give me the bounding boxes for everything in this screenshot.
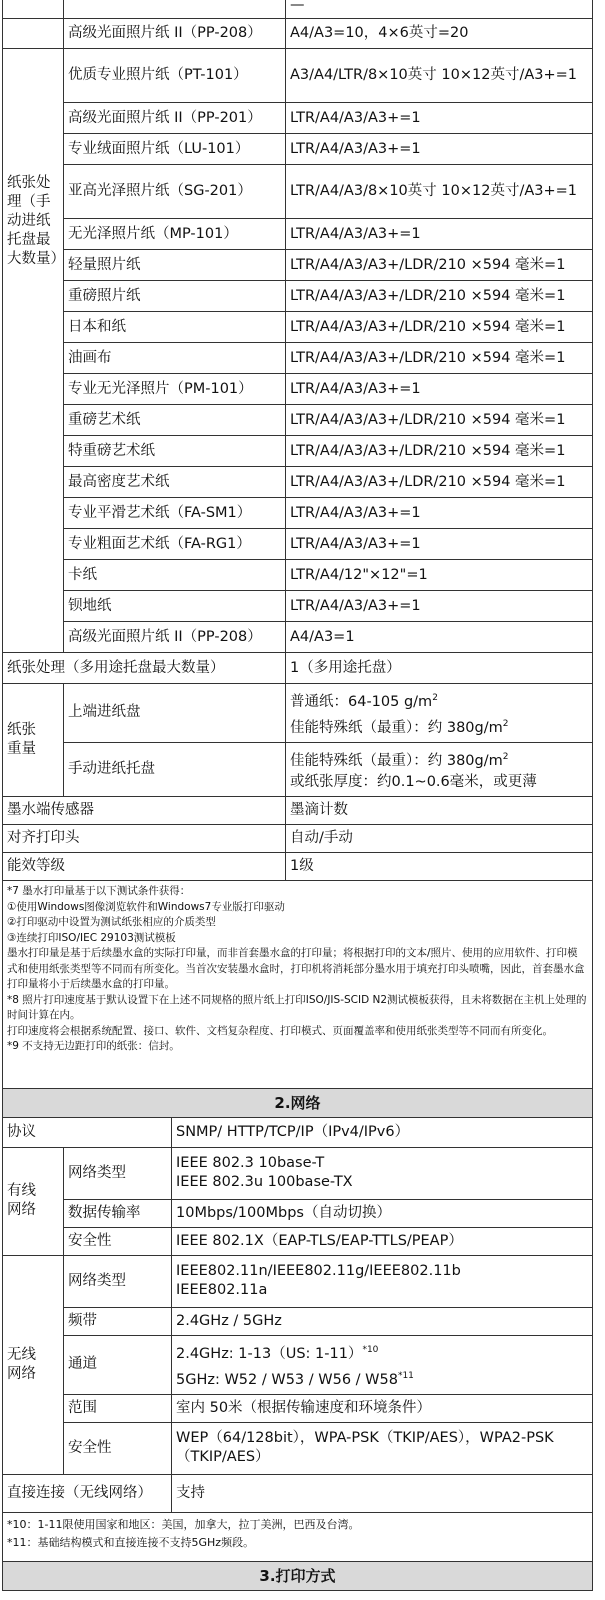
row-value: IEEE 802.1X（EAP-TLS/EAP-TTLS/PEAP） (172, 1227, 593, 1255)
row-name: 无光泽照片纸（MP-101） (64, 219, 286, 250)
footnote-line: *7 墨水打印量基于以下测试条件获得： (7, 885, 191, 898)
row-name: 亚高光泽照片纸（SG-201） (64, 165, 286, 219)
section-heading: 2.网络 (2, 1089, 593, 1118)
row-value: — (286, 0, 593, 19)
row-name: 最高密度艺术纸 (64, 467, 286, 498)
row-name: 上端进纸盘 (64, 684, 286, 743)
footnote-line: 墨水打印量是基于后续墨水盒的实际打印量，而非首套墨水盒的打印量；将根据打印的文本/照片、使用的应用软件、打印模式和使用纸张类型等不同而有所变化。当首次安装墨水盒时，打印机将消耗部分墨水用于填充打印头喷嘴，因此，首套墨水盒打印量将小于后续墨水盒的打印量。 (7, 947, 585, 991)
row-value: 1（多用途托盘） (286, 653, 593, 684)
footnote-line: ③连续打印ISO/IEC 29103测试模板 (7, 931, 176, 944)
table-row (3, 134, 593, 165)
row-name: 安全性 (64, 1227, 172, 1255)
row-value (286, 742, 593, 797)
row-value (172, 1147, 593, 1199)
table-row (3, 467, 593, 498)
table-row (3, 103, 593, 134)
footnote-ref: *10 (362, 1344, 379, 1355)
footnote-line: *9 不支持无边距打印的纸张：信封。 (7, 1040, 180, 1053)
row-value: LTR/A4/A3/A3+=1 (286, 374, 593, 405)
row-name: 网络类型 (64, 1147, 172, 1199)
value-line: 或纸张厚度：约0.1~0.6毫米，或更薄 (290, 774, 537, 791)
row-name: 频带 (64, 1307, 172, 1335)
table-row (3, 529, 593, 560)
group-label: 纸张处理（手动进纸托盘最大数量） (3, 49, 64, 653)
table-row (3, 0, 593, 19)
table-row (3, 436, 593, 467)
row-name: 油画布 (64, 343, 286, 374)
footnote-line: *10：1-11限使用国家和地区：美国，加拿大，拉丁美洲，巴西及台湾。 (7, 1517, 360, 1531)
row-value: 支持 (172, 1474, 593, 1512)
paper-spec-table (2, 0, 593, 881)
row-name: 专业绒面照片纸（LU-101） (64, 134, 286, 165)
table-row (3, 405, 593, 436)
group-label: 纸张重量 (3, 684, 64, 797)
table-row (3, 219, 593, 250)
table-row (3, 1118, 593, 1147)
table-row (3, 250, 593, 281)
superscript: 2 (502, 718, 509, 729)
table-row (3, 853, 593, 881)
table-row (3, 797, 593, 825)
footnote-line: ①使用Windows图像浏览软件和Windows7专业版打印驱动 (7, 900, 285, 913)
row-value: LTR/A4/A3/8×10英寸 10×12英寸/A3+=1 (286, 165, 593, 219)
table-row (3, 49, 593, 103)
row-value: LTR/A4/A3/A3+/LDR/210 ×594 毫米=1 (286, 250, 593, 281)
row-name: 卡纸 (64, 560, 286, 591)
row-name: 墨水端传感器 (3, 797, 286, 825)
table-row (3, 165, 593, 219)
table-row (3, 1474, 593, 1512)
value-line: IEEE 802.3 10base-T (176, 1155, 325, 1172)
superscript: 2 (432, 693, 438, 703)
value-line: 普通纸：64-105 g/m (290, 693, 433, 710)
row-value: LTR/A4/A3/A3+=1 (286, 529, 593, 560)
row-name: 高级光面照片纸 II（PP-201） (64, 103, 286, 134)
row-value: LTR/A4/A3/A3+=1 (286, 591, 593, 622)
row-value (286, 684, 593, 743)
row-name: 专业无光泽照片（PM-101） (64, 374, 286, 405)
table-row (3, 1422, 593, 1474)
row-name: 安全性 (64, 1422, 172, 1474)
value-line: IEEE 802.3u 100base-TX (176, 1174, 353, 1191)
spec-document (2, 0, 593, 1591)
row-name: 专业平滑艺术纸（FA-SM1） (64, 498, 286, 529)
footnote-line: ②打印驱动中设置为测试纸张相应的介质类型 (7, 916, 216, 929)
footnotes (2, 881, 593, 1089)
row-name: 协议 (3, 1118, 172, 1147)
row-value (172, 1255, 593, 1307)
row-name: 优质专业照片纸（PT-101） (64, 49, 286, 103)
table-row (3, 684, 593, 743)
table-row (3, 343, 593, 374)
row-name: 高级光面照片纸 II（PP-208） (64, 622, 286, 653)
table-row (3, 281, 593, 312)
row-value: A3/A4/LTR/8×10英寸 10×12英寸/A3+=1 (286, 49, 593, 103)
row-value: LTR/A4/A3/A3+/LDR/210 ×594 毫米=1 (286, 343, 593, 374)
row-name: 对齐打印头 (3, 825, 286, 853)
group-label: 无线网络 (3, 1255, 64, 1474)
row-value: A4/A3=10，4×6英寸=20 (286, 19, 593, 49)
footnotes (2, 1513, 593, 1562)
row-name: 重磅艺术纸 (64, 405, 286, 436)
table-row (3, 622, 593, 653)
table-row (3, 591, 593, 622)
row-name (64, 0, 286, 19)
group-label: 有线网络 (3, 1147, 64, 1255)
table-row (3, 19, 593, 49)
row-name: 钡地纸 (64, 591, 286, 622)
row-value: LTR/A4/A3/A3+=1 (286, 498, 593, 529)
table-row (3, 498, 593, 529)
row-value: 自动/手动 (286, 825, 593, 853)
table-row (3, 1255, 593, 1307)
row-value: A4/A3=1 (286, 622, 593, 653)
row-name: 高级光面照片纸 II（PP-208） (64, 19, 286, 49)
superscript: 2 (502, 751, 509, 762)
row-value: LTR/A4/A3/A3+=1 (286, 219, 593, 250)
footnote-line: 打印速度将会根据系统配置、接口、软件、文档复杂程度、打印模式、页面覆盖率和使用纸张类型等不同而有所变化。 (7, 1024, 553, 1037)
row-name: 特重磅艺术纸 (64, 436, 286, 467)
row-value: 墨滴计数 (286, 797, 593, 825)
row-name: 直接连接（无线网络） (3, 1474, 172, 1512)
row-value: LTR/A4/12"×12"=1 (286, 560, 593, 591)
row-name: 日本和纸 (64, 312, 286, 343)
row-name: 网络类型 (64, 1255, 172, 1307)
row-name: 重磅照片纸 (64, 281, 286, 312)
row-value: LTR/A4/A3/A3+/LDR/210 ×594 毫米=1 (286, 312, 593, 343)
row-name: 数据传输率 (64, 1199, 172, 1227)
network-spec-table (2, 1118, 593, 1512)
table-row (3, 1394, 593, 1422)
table-row (3, 1199, 593, 1227)
row-value: LTR/A4/A3/A3+/LDR/210 ×594 毫米=1 (286, 405, 593, 436)
value-line: 2.4GHz: 1-13（US: 1-11） (176, 1345, 363, 1362)
row-value: LTR/A4/A3/A3+/LDR/210 ×594 毫米=1 (286, 467, 593, 498)
value-line: 5GHz: W52 / W53 / W56 / W58 (176, 1371, 398, 1388)
footnote-ref: *11 (397, 1370, 414, 1381)
table-row (3, 1227, 593, 1255)
row-name: 轻量照片纸 (64, 250, 286, 281)
value-line: IEEE802.11n/IEEE802.11g/IEEE802.11b (176, 1263, 461, 1280)
table-row (3, 374, 593, 405)
row-value: 1级 (286, 853, 593, 881)
table-row (3, 653, 593, 684)
row-value: 2.4GHz / 5GHz (172, 1307, 593, 1335)
table-row (3, 312, 593, 343)
table-row (3, 1335, 593, 1394)
row-name: 通道 (64, 1335, 172, 1394)
row-value (172, 1335, 593, 1394)
table-row (3, 560, 593, 591)
footnote-line: *11：基础结构模式和直接连接不支持5GHz频段。 (7, 1535, 255, 1549)
row-value: WEP（64/128bit），WPA-PSK（TKIP/AES），WPA2-PSK（TKIP/AES） (172, 1422, 593, 1474)
table-row (3, 1147, 593, 1199)
row-name: 范围 (64, 1394, 172, 1422)
table-row (3, 1307, 593, 1335)
section-heading: 3.打印方式 (2, 1562, 593, 1591)
table-row (3, 825, 593, 853)
value-line: 佳能特殊纸（最重）：约 380g/m (290, 719, 503, 736)
value-line: IEEE802.11a (176, 1282, 268, 1299)
row-value: LTR/A4/A3/A3+=1 (286, 103, 593, 134)
row-value: LTR/A4/A3/A3+/LDR/210 ×594 毫米=1 (286, 436, 593, 467)
row-value: LTR/A4/A3/A3+/LDR/210 ×594 毫米=1 (286, 281, 593, 312)
value-line: 佳能特殊纸（最重）：约 380g/m (290, 752, 503, 769)
row-name: 手动进纸托盘 (64, 742, 286, 797)
table-row (3, 742, 593, 797)
row-name: 能效等级 (3, 853, 286, 881)
footnote-line: *8 照片打印速度基于默认设置下在上述不同规格的照片纸上打印ISO/JIS-SCID N2测试模板获得，且未将数据在主机上处理的时间计算在内。 (7, 993, 587, 1022)
row-value: 10Mbps/100Mbps（自动切换） (172, 1199, 593, 1227)
row-value: 室内 50米（根据传输速度和环境条件） (172, 1394, 593, 1422)
row-name: 纸张处理（多用途托盘最大数量） (3, 653, 286, 684)
row-value: SNMP/ HTTP/TCP/IP（IPv4/IPv6） (172, 1118, 593, 1147)
row-value: LTR/A4/A3/A3+=1 (286, 134, 593, 165)
row-name: 专业粗面艺术纸（FA-RG1） (64, 529, 286, 560)
